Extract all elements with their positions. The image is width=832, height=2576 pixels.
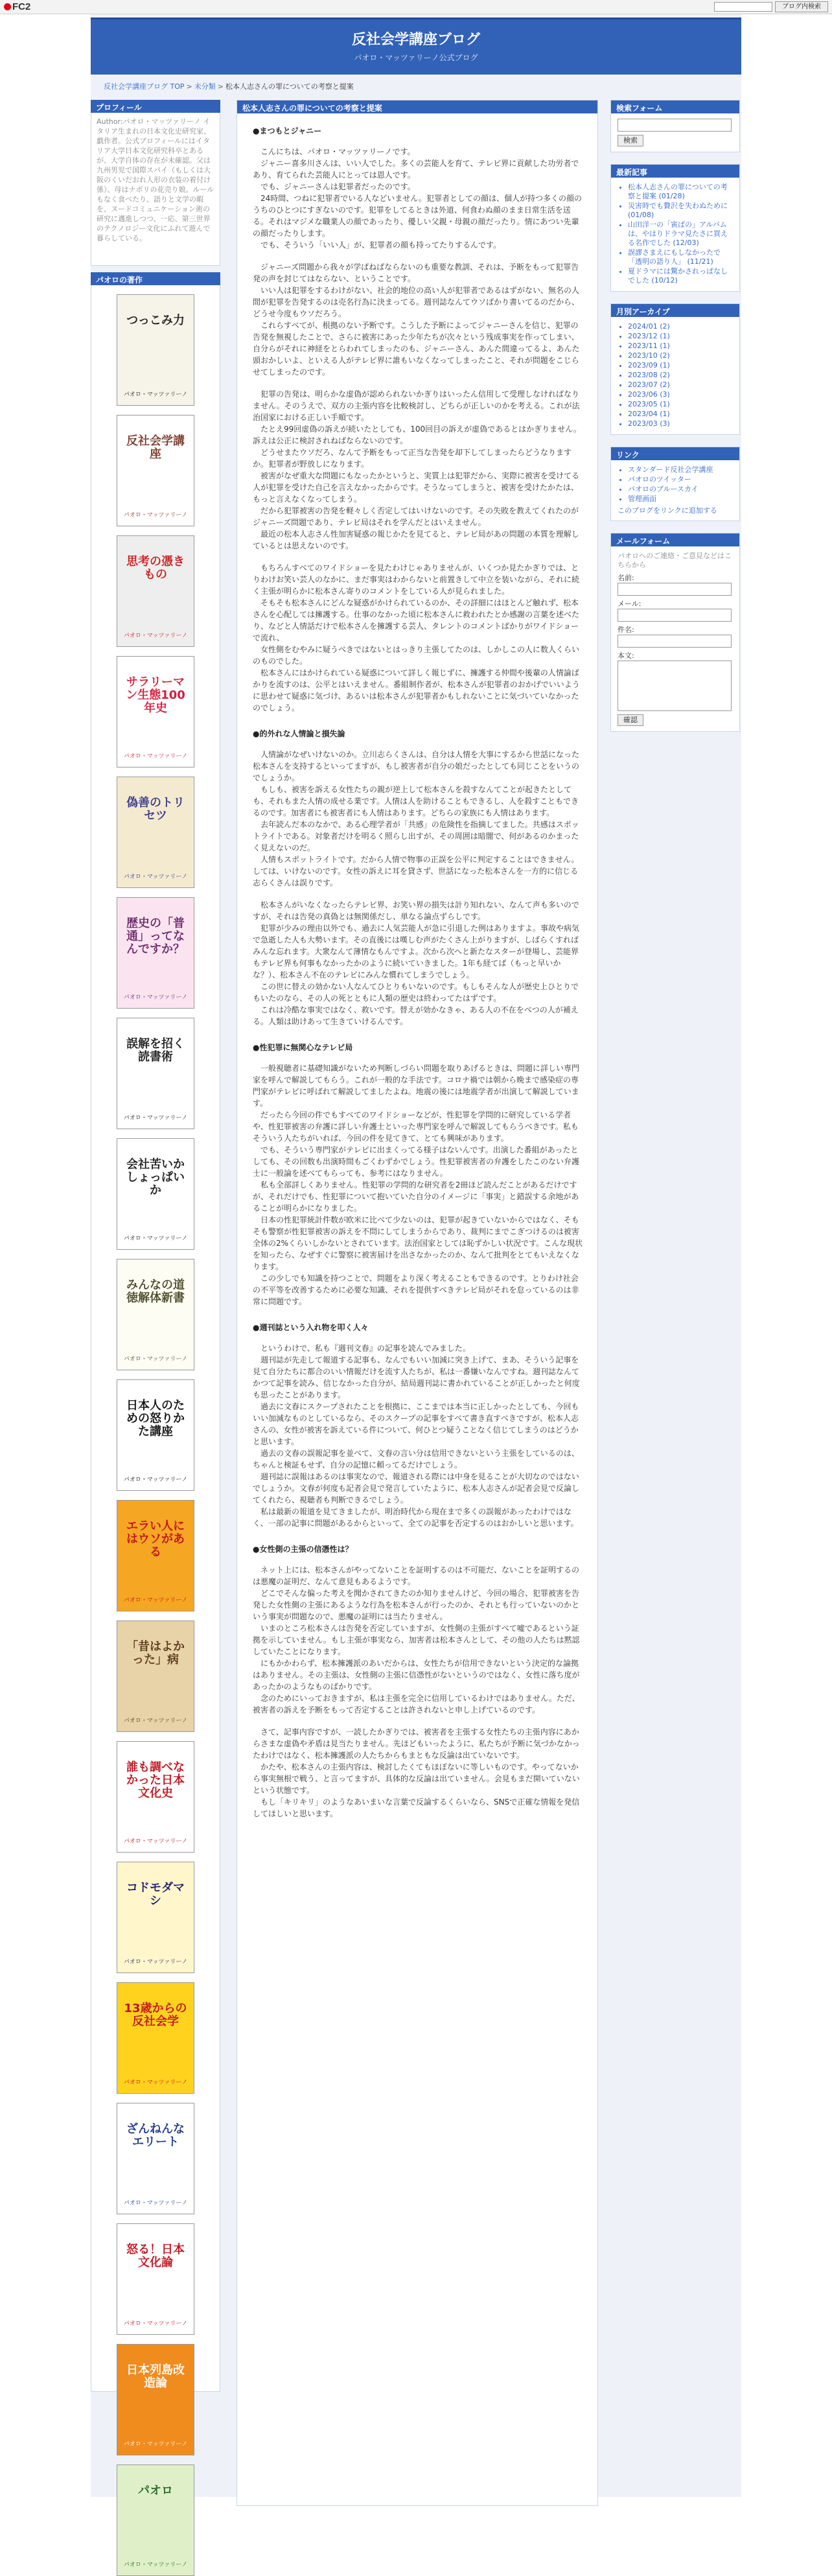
archive-month-link[interactable]: [628, 361, 733, 370]
book-title: コドモダマシ: [126, 1881, 185, 1908]
recent-post-link-label: 夏ドラマには驚かされっぱなしでした (10/12): [628, 267, 728, 285]
fc2-logo-icon: [4, 3, 11, 10]
confirm-button[interactable]: 確認: [618, 714, 643, 726]
book-author: パオロ・マッツァリーノ: [123, 874, 188, 880]
search-button[interactable]: 検索: [618, 135, 643, 146]
book-author: パオロ・マッツァリーノ: [123, 512, 188, 519]
archive-month-link-label: 2024/01 (2): [628, 322, 670, 331]
body-textarea[interactable]: [618, 661, 732, 711]
book-title: 誰も調べなかった日本文化史: [126, 1761, 185, 1800]
book-author: パオロ・マッツァリーノ: [123, 753, 188, 760]
book-title: 偽善のトリセツ: [126, 796, 185, 823]
recent-title: 最新記事: [611, 165, 739, 178]
book-title: 13歳からの反社会学: [124, 2002, 187, 2028]
book-cover[interactable]: [117, 294, 194, 406]
archive-month-link-label: 2023/07 (2): [628, 381, 670, 389]
book-author: パオロ・マッツァリーノ: [123, 392, 188, 398]
book-cover[interactable]: [117, 656, 194, 767]
breadcrumb-current: 松本人志さんの罪についての考察と提案: [225, 82, 354, 91]
book-author: パオロ・マッツァリーノ: [123, 1356, 188, 1363]
book-author: パオロ・マッツァリーノ: [123, 633, 188, 639]
book-title: みんなの道徳解体新書: [126, 1278, 185, 1305]
book-author: パオロ・マッツァリーノ: [123, 2321, 188, 2327]
book-cover[interactable]: [117, 2344, 194, 2455]
book-author: パオロ・マッツァリーノ: [123, 1959, 188, 1965]
subject-input[interactable]: [618, 635, 732, 648]
book-cover[interactable]: [117, 1259, 194, 1370]
archive-title: 月別アーカイブ: [611, 304, 739, 317]
article-body: [237, 113, 597, 2505]
search-box: [610, 100, 740, 152]
book-author: パオロ・マッツァリーノ: [123, 1477, 188, 1483]
archive-month-link[interactable]: [628, 351, 733, 360]
external-link-label: パオロのブルースカイ: [628, 485, 699, 493]
archive-month-link-label: 2023/03 (3): [628, 419, 670, 428]
mailform-description: パオロへのご連絡・ご意見などはこちらから: [618, 552, 732, 569]
links-title: リンク: [611, 447, 739, 460]
external-link[interactable]: [628, 495, 733, 504]
name-input[interactable]: [618, 583, 732, 596]
search-input[interactable]: [618, 119, 732, 132]
profile-text: Author:パオロ・マッツァリーノ イタリア生まれの日本文化史研究家、戯作者。公式プロフィールにはイタリア大学日本文化研究科卒とあるが、大学自体の存在が未確認。父は九州男児で国際スパイ（もしくは大阪のくいだおれ人形の衣装の着付け係）、母はナポリの花売り娘。ルールもなく食べたり、語りと文学の暇を、ヌードコミュニケーション術の研究に邁進しつつ、一応、第三世界のテクノロジー文化にふれて遊んで暮らしている。: [91, 113, 220, 266]
mailform-title: メールフォーム: [611, 533, 739, 546]
blog-subtitle: パオロ・マッツァリーノ公式ブログ: [354, 53, 478, 62]
book-author: パオロ・マッツァリーノ: [123, 994, 188, 1001]
mail-input[interactable]: [618, 609, 732, 622]
book-title: 反社会学講座: [126, 434, 185, 461]
section-heading: ●的外れな人情論と損失論: [253, 729, 345, 738]
book-cover[interactable]: [117, 1741, 194, 1853]
book-cover[interactable]: [117, 2103, 194, 2214]
blog-header: [91, 18, 741, 75]
external-link[interactable]: [628, 485, 733, 494]
external-link-label: パオロのツイッター: [628, 475, 692, 484]
recent-post-link[interactable]: [628, 202, 733, 220]
page: [91, 14, 741, 2568]
book-title: 日本人のための怒りかた講座: [126, 1399, 185, 1438]
recent-post-link-label: 災害時でも贅沢を失わぬために (01/08): [628, 202, 728, 219]
book-list: [91, 285, 220, 2568]
article-paragraph: こんにちは、パオロ・マッツァリーノです。 ジャニー喜多川さんは、いい人でした。多くの芸能人を育て、テレビ界に貢献した功労者であり、育てられた芸能人にとっては恩人です。 でも、ジャニーさんは犯罪者だったのです。 24時間、つねに犯罪者でいる人などいません。犯罪者としての顔は、個人が持つ多くの顔のうちのひとつにすぎないのです。犯罪をしてるときは外道、何食わぬ顔のまま日常生活を送る。それはマジメな職業人の顔であったり、優しい父親・母親の顔だったり。情にあつい先輩の顔だったりします。 でも、そういう「いい人」が、犯罪者の顔も持ってたりするんです。: [253, 147, 582, 250]
profile-title: プロフィール: [91, 100, 220, 113]
breadcrumb-home[interactable]: 反社会学講座ブログ TOP: [104, 82, 185, 91]
main-content: [237, 100, 598, 2506]
subject-label: 件名:: [618, 626, 634, 634]
fc2-logo[interactable]: FC2: [4, 1, 30, 12]
links-list: [618, 465, 733, 504]
section-heading: ●性犯罪に無関心なテレビ局: [253, 1043, 353, 1052]
search-title: 検索フォーム: [611, 100, 739, 113]
recent-list: [618, 183, 733, 285]
recent-post-link[interactable]: [628, 220, 733, 248]
recent-post-link[interactable]: [628, 267, 733, 285]
book-cover[interactable]: [117, 535, 194, 647]
book-cover[interactable]: [117, 415, 194, 526]
book-title: 「昔はよかった」病: [126, 1640, 185, 1667]
body-label: 本文:: [618, 651, 634, 660]
book-title: 会社苦いかしょっぱいか: [126, 1158, 185, 1197]
book-author: パオロ・マッツァリーノ: [123, 1235, 188, 1242]
book-author: パオロ・マッツァリーノ: [123, 1838, 188, 1845]
mail-form: [610, 533, 740, 732]
archive-box: [610, 303, 740, 435]
article-paragraph: 犯罪の告発は、明らかな虚偽が認められないかぎりはいったん信用して受理しなければなりません。そのうえで、双方の主張内容を比較検討し、どちらが正しいのかを考える。これが法治国家における正しい手順です。 たとえ99回虚偽の訴えが続いたとしても、100回目の訴えが虚偽であるとはかぎりません。訴えは公正に検討されねばならないのです。 どうせまたウソだろ、なんて予断をもって正当な告発を却下してしまったらどうなりますか。犯罪者が野放しになります。 被害がなぜ重大な問題にもなったかというと、実質上は犯罪だから、実際に被害を受けてる人が犯罪を受けた自己を言えなかったからです。そうなってしまうと、被害を受けたかたは、もっと言えなくなってしまう。 だから犯罪被害の告発を軽々しく否定してはいけないのです。その失敗を教えてくれたのがジャニーズ問題であり、テレビ局はそれを学んだとはいえません。 最近の松本人志さん性加害疑惑の報じかたを見てると、テレビ局があの問題の本質を理解しているとは思えないのです。: [253, 390, 581, 550]
article-paragraph: ネット上には、松本さんがやってないことを証明するのは不可能だ、ないことを証明するのは悪魔の証明だ、なんて意見もあるようです。 どこでそんな偏った考えを聞かされてきたのか知りませんけど、今回の場合、犯罪被害を告発した女性側の主張にあるような行為を松本さんが行ったのか、それとも行っていないのかという事実が問題なので、悪魔の証明には当たりません。 いまのところ松本さんは告発を否定していますが、女性側の主張がすべて嘘であるという証拠を示していません。もし主張が事実なら、加害者は松本さんとして、その他の人たちは黙認していたことになります。 にもかかわらず、松本擁護派のあいだからは、女性たちが信用できないという決定的な論拠はありません。その主張は、女性側の主張に信憑性がないというのではなく、女性に落ち度があったかのようなものばかりです。 念のためにいっておきますが、私は主張を完全に信用しているわけではありません。ただ、被害者の訴えを予断をもって否定することは許されないと申し上げているのです。: [253, 1565, 580, 1715]
recent-posts: [610, 164, 740, 292]
book-title: 思考の憑きもの: [126, 555, 185, 581]
article-paragraph: さて、記事内容ですが、一読したかぎりでは、被害者を主張する女性たちの主張内容にあからさまな虚偽や矛盾は見当たりません。先ほどもいったように、私たちが予断に気づかなかったわけではなく、松本擁護派の人たちからもまともな反論は出ていないです。 かたや、松本さんの主張内容は、検討したくてもほぼないに等しいものです。やってないから事実無根で戦う、と言ってますが、具体的な反論は出ていません。会見もまだ開いていないという状態です。 もし「キリキリ」のようなあいまいな言葉で反論するくらいなら、SNSで正確な情報を発信してほしいと思います。: [253, 1727, 580, 1818]
breadcrumb: 反社会学講座ブログ TOP > 未分類 > 松本人志さんの罪についての考察と提案: [104, 82, 354, 91]
book-author: パオロ・マッツァリーノ: [123, 2200, 188, 2207]
book-title: ざんねんなエリート: [126, 2122, 185, 2149]
recent-post-link-label: 誤謬さまえにもしなかったで「透明の語り人」 (11/21): [628, 248, 721, 266]
fc2-search-button[interactable]: ブログ内検索: [775, 1, 828, 12]
book-title: 怒る！日本文化論: [126, 2243, 185, 2269]
right-sidebar: [610, 100, 740, 744]
book-title: エラい人にはウソがある: [126, 1519, 185, 1559]
external-link[interactable]: [628, 475, 733, 484]
archive-month-link-label: 2023/04 (1): [628, 410, 670, 418]
book-cover[interactable]: [117, 777, 194, 888]
book-cover[interactable]: [117, 2465, 194, 2576]
recent-post-link[interactable]: [628, 183, 733, 201]
book-cover[interactable]: [117, 1621, 194, 1732]
article-paragraph: もちろんすべてのワイドショーを見たわけじゃありませんが、いくつか見たかぎりでは、とりわけお笑い芸人のなかに、まだ事実はわからないと前置きして中立を装いながら、それに続く主張が明らかに松本さん寄りのコメントをしている人が見られました。 そもそも松本さんにどんな疑惑がかけられているのか、その詳細にはほとんど触れず、松本さんを心配しては擁護する。仕事のなかった頃に松本さんに救われたとか感謝の言葉を述べたり、などと人情話だけで松本さんを擁護する芸人、タレントのコメントばかりがワイドショーで流れ、 女性側をむやみに疑うべきではないとはっきり主張してたのは、しかしこの人に数人くらいのものでした。 松本さんにはかけられている疑惑について詳しく報じずに、擁護する仲間や後輩の人情論ばかりを流すのは、公平とはいえません。番組制作者が、松本さんが犯罪者のおかげでいいように思わせて疑惑に気づけ、あるいは松本さんが犯罪者かもしれないことに気づいていなかったのでしょう。: [253, 563, 580, 712]
book-title: サラリーマン生態100年史: [126, 675, 185, 715]
archive-month-link[interactable]: [628, 390, 733, 399]
book-author: パオロ・マッツァリーノ: [123, 1718, 188, 1724]
left-sidebar: [91, 100, 220, 2568]
archive-month-link[interactable]: [628, 381, 733, 390]
article-title[interactable]: 松本人志さんの罪についての考察と提案: [237, 100, 597, 113]
book-author: パオロ・マッツァリーノ: [123, 2079, 188, 2086]
breadcrumb-category[interactable]: 未分類: [194, 82, 216, 91]
book-author: パオロ・マッツァリーノ: [123, 2441, 188, 2448]
book-title: つっこみ力: [126, 314, 185, 327]
archive-month-link-label: 2023/08 (2): [628, 371, 670, 379]
fc2-toolbar: [0, 0, 832, 14]
add-link-button[interactable]: このブログをリンクに追加する: [618, 506, 717, 515]
external-link[interactable]: [628, 465, 733, 474]
recent-post-link-label: 松本人志さんの罪についての考察と提案 (01/28): [628, 183, 728, 200]
archive-month-link-label: 2023/11 (1): [628, 342, 670, 350]
book-cover[interactable]: [117, 1982, 194, 2094]
archive-month-link-label: 2023/06 (3): [628, 390, 670, 399]
article-paragraph: ジャニーズ問題から我々が学ばねばならないのも重要な教訓、それは、予断をもって犯罪告発の声を封じてはならない、ということです。 いい人は犯罪をするわけがない、社会的地位の高い人が犯罪者であるはずがない、無名の人間が犯罪を告発するのは売名行為に決まってる。週刊誌なんてウソばかり書いてるのだから、どうせ今度もウソだろう。 これらすべてが、根拠のない予断です。こうした予断によってジャニーさんを信じ、犯罪の告発を無視したことで、さらに被害にあった少年たちが次々という残成事実を作ってしまい、自分らがそれに神経をとらわれてしまったのも、ジャニーさん、あんた間違ってるよ、あんた頭おかしいよ、といえる人がテレビ界に誰もいなくなってしまったこと、それが問題をこじらせてしまったのです。: [253, 263, 580, 377]
book-title: 日本列島改造論: [126, 2363, 185, 2390]
external-link-label: 管理画面: [628, 495, 656, 503]
article-paragraph: 人情論がなぜいけないのか。立川志らくさんは、自分は人情を大事にするから世話になった松本さんを支持するといってますが、もし被害者が自分の娘だったとしても同じことをいうのでしょうか。 もしも、被害を訴える女性たちの親が逆上して松本さんを殺すなんてことが起きたとしても、それもまた人情の成せる業です。人情は人を助けることもできるし、人を殺すこともできるのです。加害者にも被害者にも人情はあります。どちらの家族にも人情はあります。 去年読んだ本のなかで、ある心理学者が「共感」の危険性を指摘してました。共感はスポットライトである。対象者だけを明るく照らし出すが、その周囲は暗闇で、何があるのかまったく見えないのだ。 人情もスポットライトです。だから人情で物事の正誤を公平に判定することはできません。しては、いけないのです。女性の訴えに耳を貸さず、世話になった松本さんを一方的に信じる志らくさんは誤りです。: [253, 750, 580, 887]
external-link-label: スタンダード反社会学講座: [628, 465, 713, 474]
book-cover[interactable]: [117, 1138, 194, 1250]
blog-title[interactable]: 反社会学講座ブログ: [351, 32, 480, 48]
section-heading: ●女性側の主張の信憑性は？: [253, 1545, 353, 1554]
book-title: 歴史の「普通」ってなんですか？: [126, 917, 185, 956]
article-paragraph: というわけで、私も『週刊文春』の記事を読んでみました。 週刊誌が先走して報道する記事も、なんでもいい加減に突き上げて、まあ、そういう記事を見て自分たちに都合のいい情報だけを流す人たちが、私は一番嫌いなんですね。週刊誌なんてかつて記事を読み、信じなかった自分が、結局週刊誌に書かれていることが正しかったと何度も思ったことがあります。 過去に文春にスクープされたことを根拠に、ここまでは本当に正しかったとしても、今回もいい加減なものとしているなら、そのスクープの記事をすべて書き直すべきですが、松本人志さんの、女性が被害を訴えている件について、何ひとつ疑うことなく信じてしまうのはどうかと思います。 過去の文春の誤報記事を並べて、文春の言い分は信用できないという主張をしているのは、ちゃんと検証もせず、自分の記憶に頼ってるだけでしょう。 週刊誌に誤報はあるのは事実なので、報道される際には中身を見ることが大切なのではないでしょうか。文春が何度も記者会見で発言していたように、松本人志さんが記者会見で反論してくれたら、視聴者も判断できるでしょう。 私は最新の報道を見てきましたが、明治時代から現在まで多くの誤報があったわけではなく、一部の記事に問題があるからといって、全ての記事を否定するのはおかしいと思います。: [253, 1344, 580, 1528]
recent-post-link-label: 山田洋一の「寅ばの」アルバム は、やはりドラマ見たさに買える名作でした (12/03): [628, 220, 728, 247]
book-cover[interactable]: [117, 1500, 194, 1611]
mail-label: メール:: [618, 600, 641, 608]
book-title: パオロ: [138, 2484, 173, 2498]
name-label: 名前:: [618, 574, 634, 582]
book-cover[interactable]: [117, 1018, 194, 1129]
book-cover[interactable]: [117, 1379, 194, 1491]
archive-month-link[interactable]: [628, 342, 733, 351]
archive-month-link-label: 2023/09 (1): [628, 361, 670, 369]
article-paragraph: 松本さんがいなくなったらテレビ界、お笑い界の損失は計り知れない、なんて声も多いのですが、それは告発の真偽とは無関係だし、単なる論点ずらしです。 犯罪が少みの理由以外でも、過去に人気芸能人が急に引退した例はありますよ。事故や病気で急逝した人も大勢います。その直後には嘆しむ声がたくさん上がりますが、しばらくすればみんな忘れます。大衆なんて薄情なもんですよ。次から次へと新たなスターが登場し、芸能界もテレビ界も何事もなかったかのように続いていきました。1年も経てば（もっと早いかな？）、松本さん不在のテレビにみんな慣れてしまうでしょう。 この世に替えの効かない人なんてひとりもいないのです。もしもそんな人が歴史上ひとりでもいたのなら、その人の死とともに人類の歴史は終わってたはずです。 これは冷酷な事実ではなく、救いです。替えが効かなきゃ、ある人の不在をべつの人が補える。人類は助けあって生きていけるんです。: [253, 900, 580, 1026]
archive-month-link[interactable]: [628, 332, 733, 341]
section-heading: ●まつもとジャニー: [253, 126, 322, 135]
links-box: [610, 447, 740, 521]
section-heading: ●週刊誌という入れ物を叩く人々: [253, 1323, 369, 1332]
books-title: パオロの著作: [91, 272, 220, 285]
archive-list: [618, 322, 733, 428]
book-cover[interactable]: [117, 2223, 194, 2335]
archive-month-link-label: 2023/12 (1): [628, 332, 670, 340]
book-cover[interactable]: [117, 897, 194, 1009]
fc2-search-input[interactable]: [714, 2, 772, 12]
book-author: パオロ・マッツァリーノ: [123, 1597, 188, 1604]
archive-month-link[interactable]: [628, 410, 733, 419]
archive-month-link-label: 2023/10 (2): [628, 351, 670, 360]
article-paragraph: 一般視聴者に基礎知識がないため判断しづらい問題を取りあげるときは、問題に詳しい専門家を呼んで解説してもらう。これが一般的な手法です。コロナ禍では朝から晩まで感染症の専門家がテレビに呼ばれて解説してましたよね。地震の後には地震学者が出演して解説しています。 だったら今回の件でもすべてのワイドショーなどが、性犯罪を学問的に研究している学者や、性犯罪被害の弁護に詳しい弁護士といった専門家を呼んで解説してもらうべきです。私もそういう人たちがいれば、今回の件を見てきて、とても興味があります。 でも、そういう専門家がテレビに出まくってる様子はないんです。出演した番組があったとしても、その回数も出演時間もごくわずかでしょう。性犯罪被害者の弁護をしたこのない弁護士に一般論を述べてもらっても、参考にはなりません。 私も全部詳しくありません。性犯罪の学問的な研究者を2冊ほど読んだことがあるだけですが、それだけでも、性犯罪について抱いていた自分のイメージに「事実」と錯誤する余地があることが明らかになりました。 日本の性犯罪統計件数が欧米に比べて少ないのは、犯罪が起きていないからではなく、そもそも警察が性犯罪被害の訴えを不問にしてしまうからであり、裁判にまでこぎつけるのは被害全体の2%くらいしかないとされています。法治国家としては恥ずかしい状況です。こんな現状を知ったら、なぜすぐに警察に被害届けを出さなかったのか、なんて批判をとてもいえなくなります。 この少しでも知識を持つことで、問題をより深く考えることもできるのです。とりわけ社会の不平等を改善するために必要な知識、それを提供すべきテレビ局がそれを怠っているのは非常に問題です。: [253, 1064, 583, 1306]
book-cover[interactable]: [117, 1862, 194, 1973]
recent-post-link[interactable]: [628, 248, 733, 266]
archive-month-link[interactable]: [628, 371, 733, 380]
book-author: パオロ・マッツァリーノ: [123, 2562, 188, 2568]
archive-month-link[interactable]: [628, 400, 733, 409]
archive-month-link[interactable]: [628, 322, 733, 331]
book-author: パオロ・マッツァリーノ: [123, 1115, 188, 1121]
book-title: 誤解を招く読書術: [126, 1037, 185, 1064]
archive-month-link[interactable]: [628, 419, 733, 428]
archive-month-link-label: 2023/05 (1): [628, 400, 670, 408]
